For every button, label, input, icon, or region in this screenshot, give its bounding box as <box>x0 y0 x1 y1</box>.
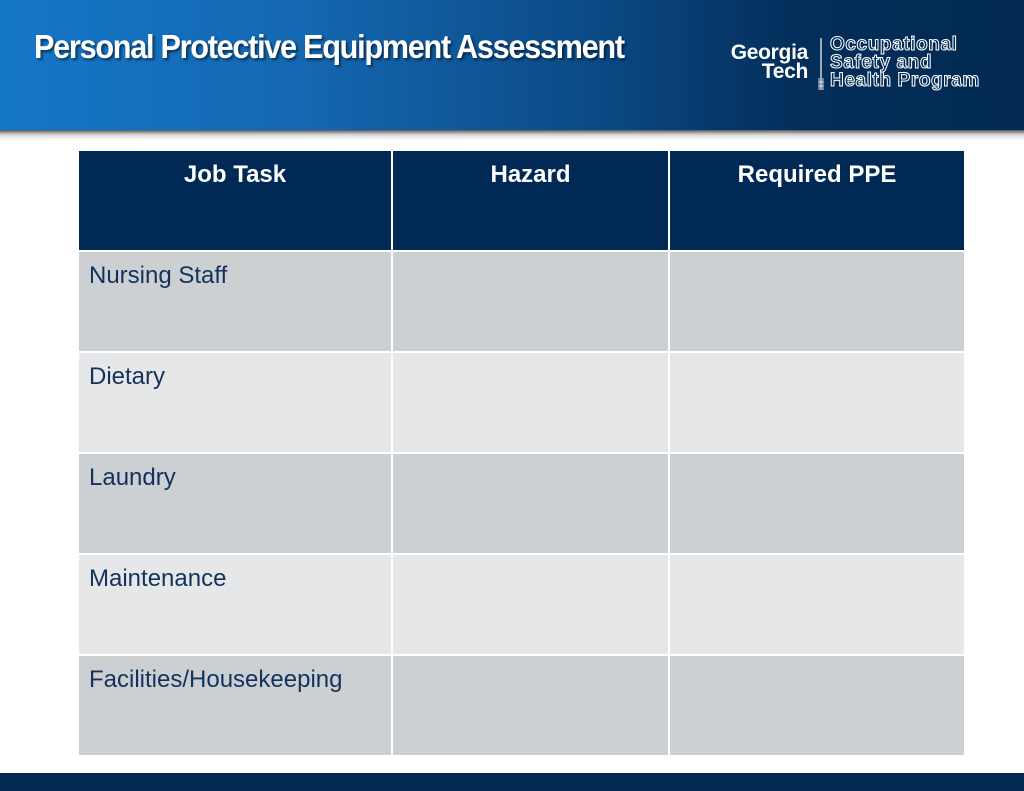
hazard-cell <box>392 453 669 554</box>
column-header-job-task: Job Task <box>78 150 392 251</box>
job-task-cell: Laundry <box>78 453 392 554</box>
table-header-row <box>78 150 965 251</box>
logo-program-line-2: Safety and <box>830 52 933 73</box>
hazard-cell <box>392 251 669 352</box>
footer-bar <box>0 773 1024 791</box>
table-row <box>78 453 965 554</box>
hazard-cell <box>392 554 669 655</box>
tower-icon <box>818 38 824 90</box>
required-ppe-cell <box>669 251 965 352</box>
column-header-hazard: Hazard <box>392 150 669 251</box>
slide-title: Personal Protective Equipment Assessment <box>34 28 624 65</box>
header-shadow <box>0 130 1024 140</box>
ppe-assessment-table <box>77 149 966 757</box>
header-banner <box>0 0 1024 130</box>
job-task-cell: Maintenance <box>78 554 392 655</box>
required-ppe-cell <box>669 655 965 756</box>
logo-tech-text: Tech <box>761 60 808 83</box>
hazard-cell <box>392 352 669 453</box>
required-ppe-cell <box>669 554 965 655</box>
column-header-required-ppe: Required PPE <box>669 150 965 251</box>
georgia-tech-ohs-logo <box>704 34 1016 94</box>
job-task-cell: Facilities/Housekeeping <box>78 655 392 756</box>
job-task-cell: Nursing Staff <box>78 251 392 352</box>
table-row <box>78 554 965 655</box>
table-row <box>78 655 965 756</box>
logo-georgia-text: Georgia <box>730 41 808 64</box>
required-ppe-cell <box>669 352 965 453</box>
logo-program-line-3: Health Program <box>830 70 980 91</box>
table-row <box>78 251 965 352</box>
table-row <box>78 352 965 453</box>
required-ppe-cell <box>669 453 965 554</box>
job-task-cell: Dietary <box>78 352 392 453</box>
logo-program-line-1: Occupational <box>830 34 958 55</box>
hazard-cell <box>392 655 669 756</box>
